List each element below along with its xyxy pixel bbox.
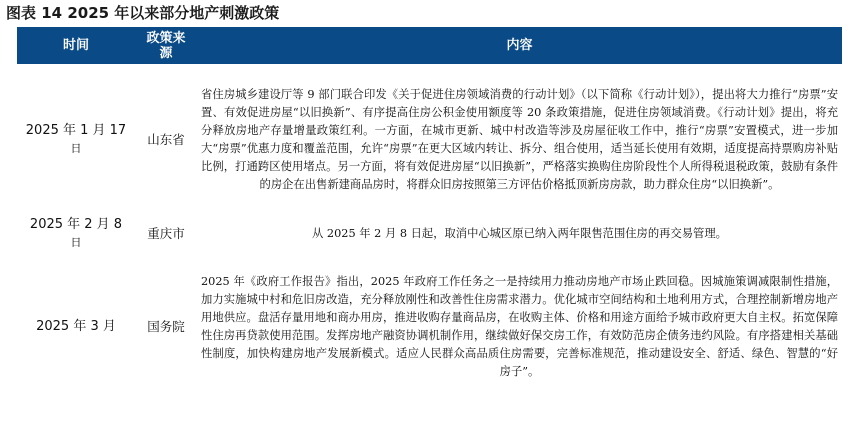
header-content: 内容	[506, 38, 533, 53]
figure-title: 图表 14 2025 年以来部分地产刺激政策	[6, 4, 280, 22]
header-time: 时间	[62, 38, 89, 53]
row-content: 省住房城乡建设厅等 9 部门联合印发《关于促进住房领域消费的行动计划》（以下简称《行动计划》），提出将大力推行“房票”安置、有效促进房屋“以旧换新”、有序提高住房公积金使用额度等 20 条政策措施，促进住房领域消费。《行动计划》提出，将充分释放房地产存量增量政策红利。一方面，在城市更新、城中村改造等涉及房屋征收工作中，推行“房票”安置模式，进一步加大“房票”优惠力度和覆盖范围，允许“房票”在更大区域内转让、拆分、组合使用，适当延长使用有效期，适度提高持票购房补贴比例，打通跨区使用堵点。另一方面，将有效促进房屋“以旧换新”，严格落实换购住房阶段性个人所得税退税政策，鼓励有条件的房企在出售新建商品房时，将群众旧房按照第三方评估价格抵顶新房房款，助力群众住房“以旧换新”。	[201, 88, 838, 191]
row-content: 从 2025 年 2 月 8 日起，取消中心城区原已纳入两年限售范围住房的再交易管理。	[312, 227, 727, 240]
row-source: 山东省	[147, 132, 185, 147]
date-main: 2025 年 1 月 17	[25, 123, 127, 138]
header-source: 政策来源	[146, 30, 186, 61]
row-source: 国务院	[147, 319, 185, 334]
date-tail: 日	[70, 236, 82, 249]
row-content: 2025 年《政府工作报告》指出，2025 年政府工作任务之一是持续用力推动房地产市场止跌回稳。因城施策调减限制性措施，加力实施城中村和危旧房改造，充分释放刚性和改善性住房需求潜力。优化城市空间结构和土地利用方式，合理控制新增房地产用地供应。盘活存量用地和商办用房，推进收购存量商品房，在收购主体、价格和用途方面给予城市政府更大自主权。拓宽保障性住房再贷款使用范围。发挥房地产融资协调机制作用，继续做好保交房工作，有效防范房企债务违约风险。有序搭建相关基础性制度，加快构建房地产发展新模式。适应人民群众高品质住房需要，完善标准规范，推动建设安全、舒适、绿色、智慧的“好房子”。	[201, 275, 838, 378]
policy-table	[17, 27, 842, 399]
table-row	[17, 255, 842, 399]
date-tail: 日	[70, 142, 82, 155]
row-source: 重庆市	[147, 226, 185, 241]
date-main: 2025 年 2 月 8	[29, 217, 123, 232]
date-main: 2025 年 3 月	[36, 319, 116, 334]
table-header	[17, 27, 842, 64]
table-row	[17, 214, 842, 254]
row-date	[17, 122, 135, 158]
table-row	[17, 66, 842, 214]
row-date	[17, 216, 135, 252]
row-date	[17, 318, 135, 336]
